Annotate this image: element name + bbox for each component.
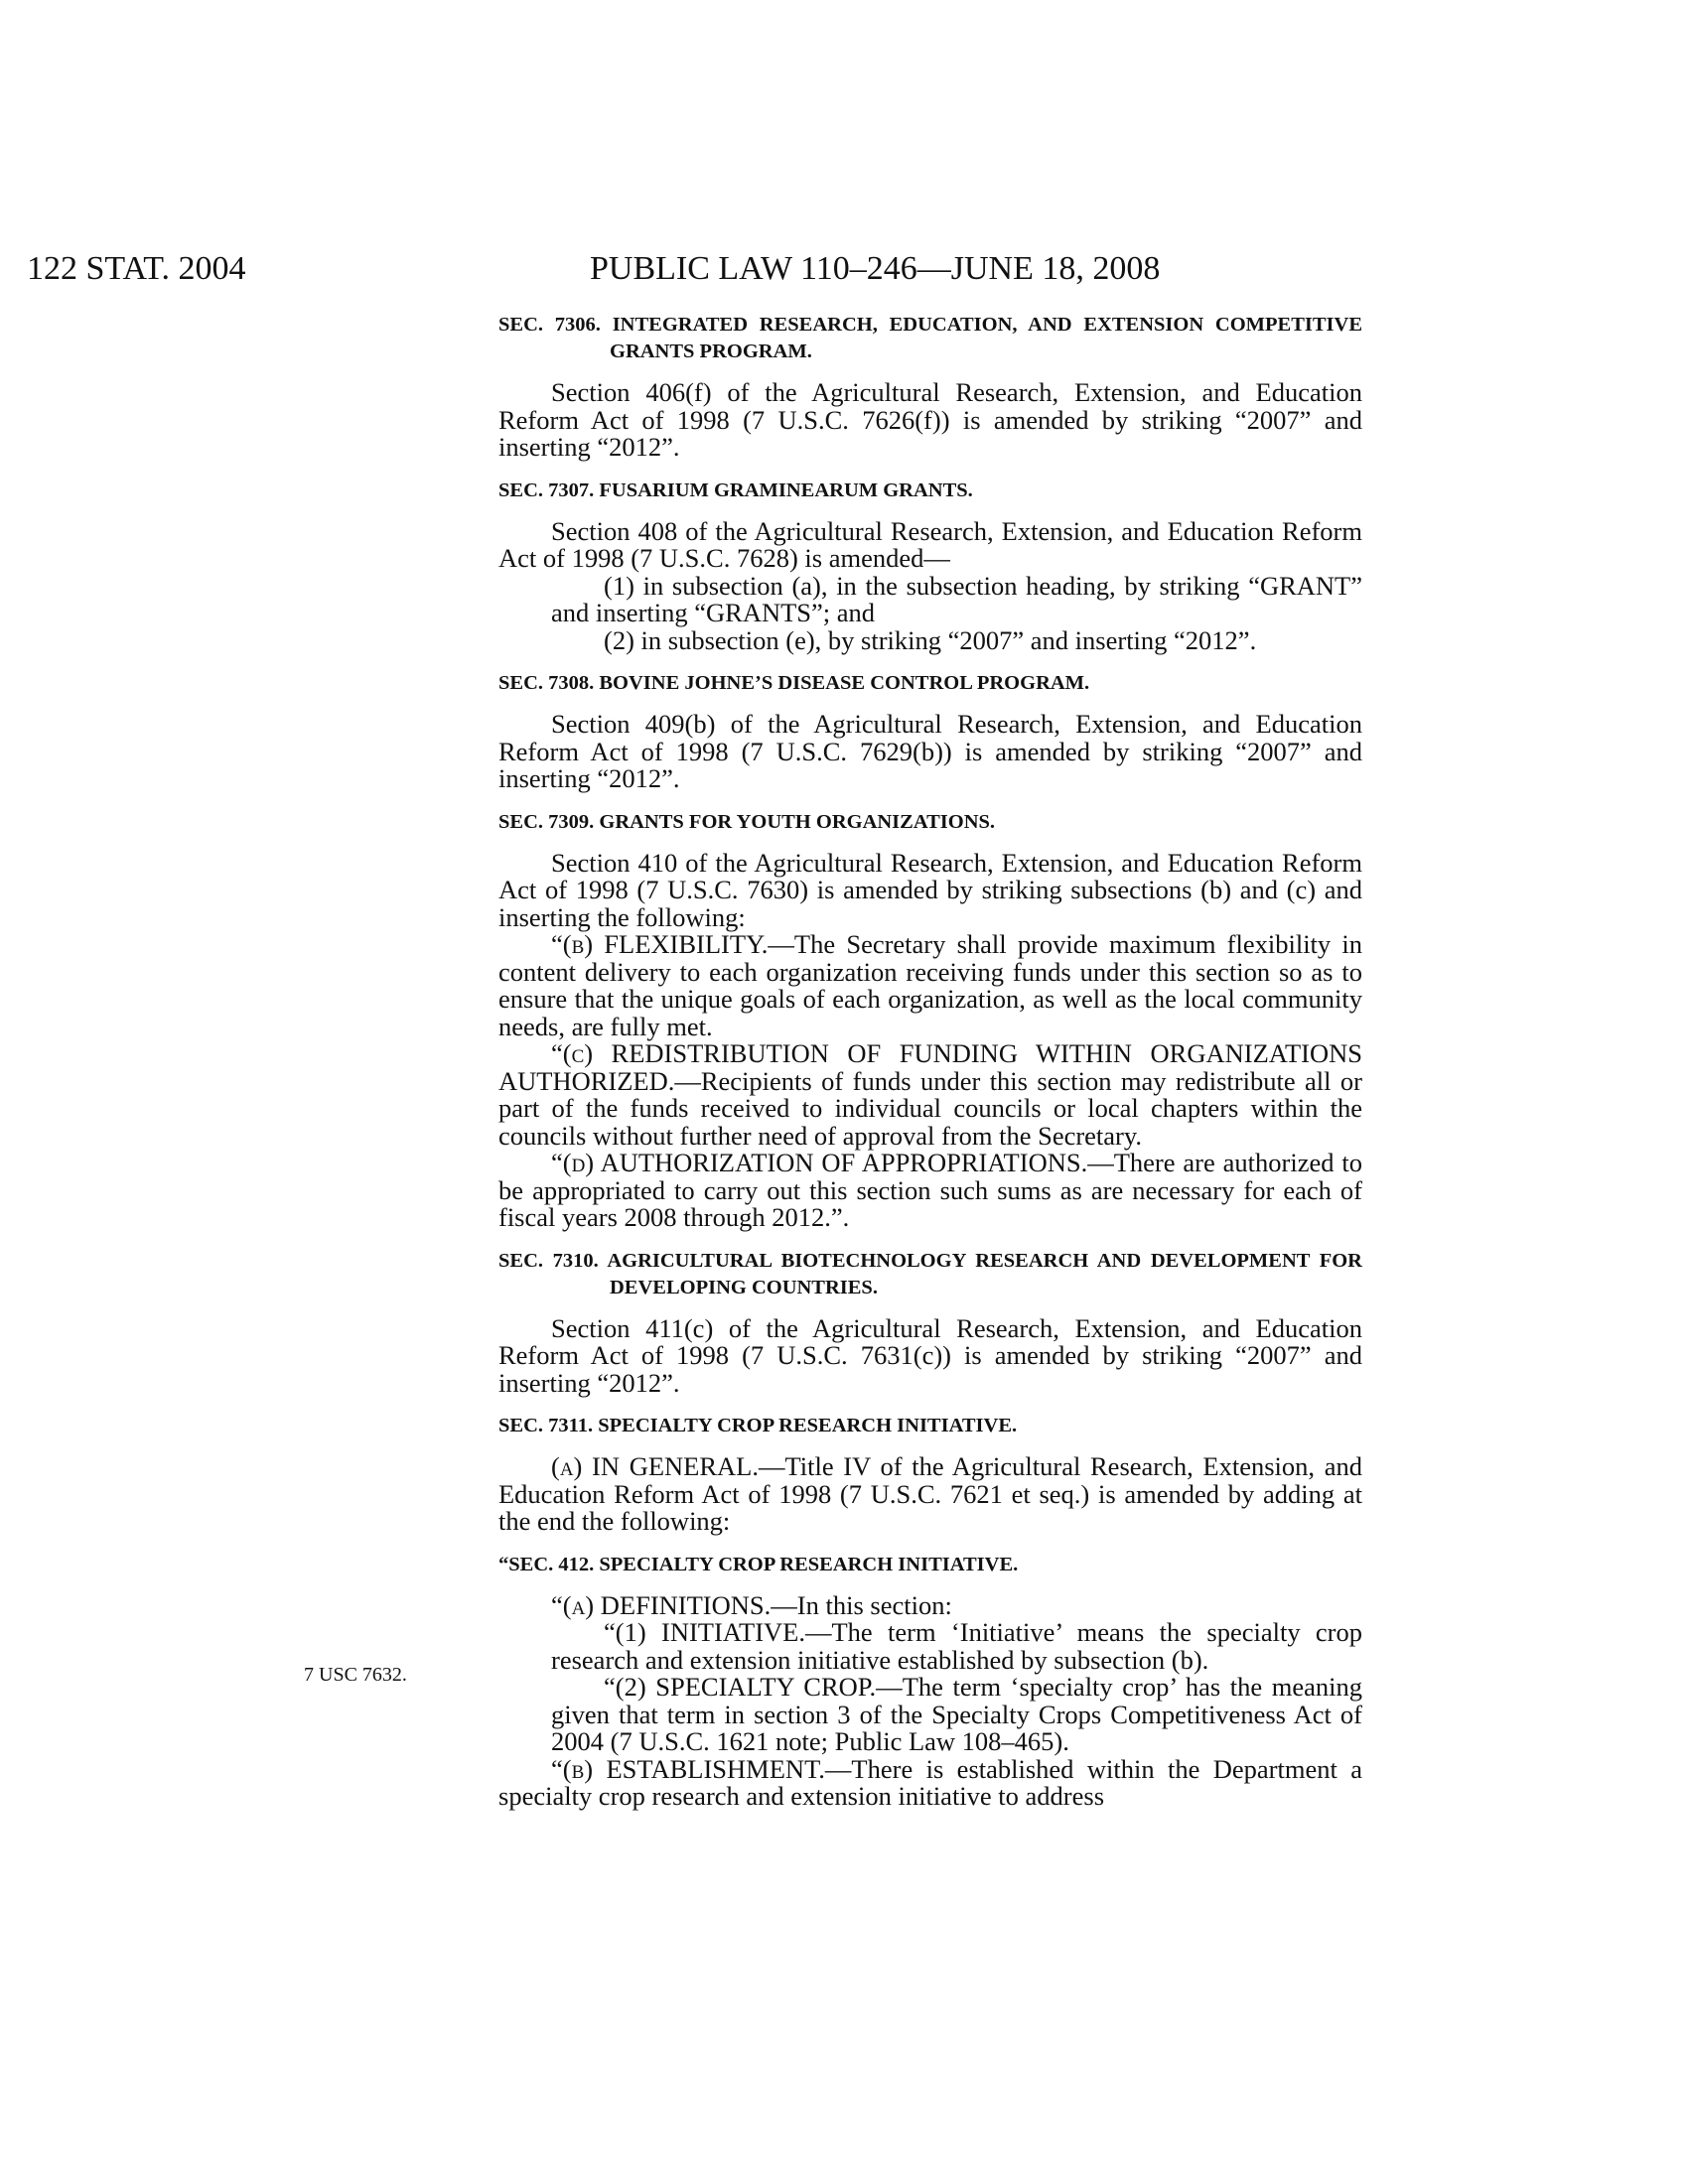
page-stat-citation: 122 STAT. 2004 xyxy=(27,250,246,287)
subsection-c-label: “(c) REDISTRIBUTION OF FUNDING WITHIN ORGANIZATIONS AUTHORIZED.— xyxy=(498,1038,1362,1096)
section-7310-heading: SEC. 7310. AGRICULTURAL BIOTECHNOLOGY RESEARCH AND DEVELOPMENT FOR DEVELOPING COUNTRIES. xyxy=(498,1249,1362,1298)
definitions-label: “(a) DEFINITIONS.— xyxy=(551,1589,797,1620)
specialty-crop-text: The term ‘specialty crop’ has the meaning given that term in section 3 of the Specialty Crops Competitiveness Act of 2004 (7 U.S.C. 1621 note; Public Law 108–465). xyxy=(551,1672,1362,1756)
section-7307-item-1: (1) in subsection (a), in the subsection heading, by striking “GRANT” and inserting “GRANTS”; and xyxy=(551,570,1362,627)
subsection-c-text: Recipients of funds under this section may redistribute all or part of the funds received to individual councils or local chapters within the councils without further need of approval from the Secretary. xyxy=(498,1065,1362,1151)
establishment-text: There is established within the Department a specialty crop research and extension initiative to address xyxy=(498,1753,1362,1811)
subsection-d-text: There are authorized to be appropriated to carry out this section such sums as are necessary for each of fiscal years 2008 through 2012.”. xyxy=(498,1148,1362,1232)
section-7311-heading: SEC. 7311. SPECIALTY CROP RESEARCH INITIATIVE. xyxy=(498,1415,1018,1436)
section-7306-heading: SEC. 7306. INTEGRATED RESEARCH, EDUCATION, AND EXTENSION COMPETITIVE GRANTS PROGRAM. xyxy=(498,314,1362,362)
initiative-text: The term ‘Initiative’ means the specialty crop research and extension initiative established by subsection (b). xyxy=(551,1617,1362,1675)
section-7308-text: Section 409(b) of the Agricultural Research, Extension, and Education Reform Act of 1998 (7 U.S.C. 7629(b)) is amended by striking “2007” and inserting “2012”. xyxy=(498,709,1362,793)
subsection-b-text: The Secretary shall provide maximum flexibility in content delivery to each organization receiving funds under this section so as to ensure that the unique goals of each organization, as well as the local community needs, are fully met. xyxy=(498,929,1362,1041)
section-412-definitions xyxy=(498,1589,1362,1620)
section-7306-text: Section 406(f) of the Agricultural Research, Extension, and Education Reform Act of 1998 (7 U.S.C. 7626(f)) is amended by striking “2007” and inserting “2012”. xyxy=(498,377,1362,462)
section-7309-subsection-c xyxy=(498,1040,1362,1150)
margin-note-usc: 7 USC 7632. xyxy=(304,1664,407,1686)
subsection-d-label: “(d) AUTHORIZATION OF APPROPRIATIONS.— xyxy=(551,1148,1114,1177)
section-7309-subsection-d xyxy=(498,1150,1362,1232)
section-7307-heading: SEC. 7307. FUSARIUM GRAMINEARUM GRANTS. xyxy=(498,478,973,501)
in-general-label: (a) IN GENERAL.— xyxy=(551,1451,785,1481)
establishment-label: “(b) ESTABLISHMENT.— xyxy=(551,1753,852,1784)
section-7307-item-2: (2) in subsection (e), by striking “2007” and inserting “2012”. xyxy=(604,624,1257,655)
section-7311-subsection-a xyxy=(498,1453,1362,1536)
public-law-title: PUBLIC LAW 110–246—JUNE 18, 2008 xyxy=(590,250,1161,287)
section-7309-heading: SEC. 7309. GRANTS FOR YOUTH ORGANIZATIONS. xyxy=(498,810,996,833)
specialty-crop-label: “(2) SPECIALTY CROP.— xyxy=(604,1672,903,1702)
definition-initiative xyxy=(498,1619,1362,1674)
definitions-text: In this section: xyxy=(796,1589,952,1620)
section-7310-text: Section 411(c) of the Agricultural Research, Extension, and Education Reform Act of 1998 (7 U.S.C. 7631(c)) is amended by striking “2007” and inserting “2012”. xyxy=(498,1312,1362,1398)
running-header xyxy=(0,244,1688,294)
section-7307-intro: Section 408 of the Agricultural Research, Extension, and Education Reform Act of 1998 (7 U.S.C. 7628) is amended— xyxy=(498,515,1362,573)
section-412-establishment xyxy=(498,1753,1362,1811)
section-412-heading: “SEC. 412. SPECIALTY CROP RESEARCH INITIATIVE. xyxy=(498,1553,1019,1575)
section-7309-subsection-b xyxy=(498,931,1362,1040)
section-7309-intro: Section 410 of the Agricultural Research, Extension, and Education Reform Act of 1998 (7 U.S.C. 7630) is amended by striking subsections (b) and (c) and inserting the following: xyxy=(498,847,1362,932)
initiative-label: “(1) INITIATIVE.— xyxy=(604,1617,832,1647)
section-7308-heading: SEC. 7308. BOVINE JOHNE’S DISEASE CONTROL PROGRAM. xyxy=(498,672,1090,694)
definition-specialty-crop xyxy=(498,1674,1362,1756)
in-general-text: Title IV of the Agricultural Research, Extension, and Education Reform Act of 1998 (7 U.S.C. 7621 et seq.) is amended by adding at the end the following: xyxy=(498,1451,1362,1536)
subsection-b-label: “(b) FLEXIBILITY.— xyxy=(551,929,794,959)
document-body xyxy=(498,312,1362,1811)
